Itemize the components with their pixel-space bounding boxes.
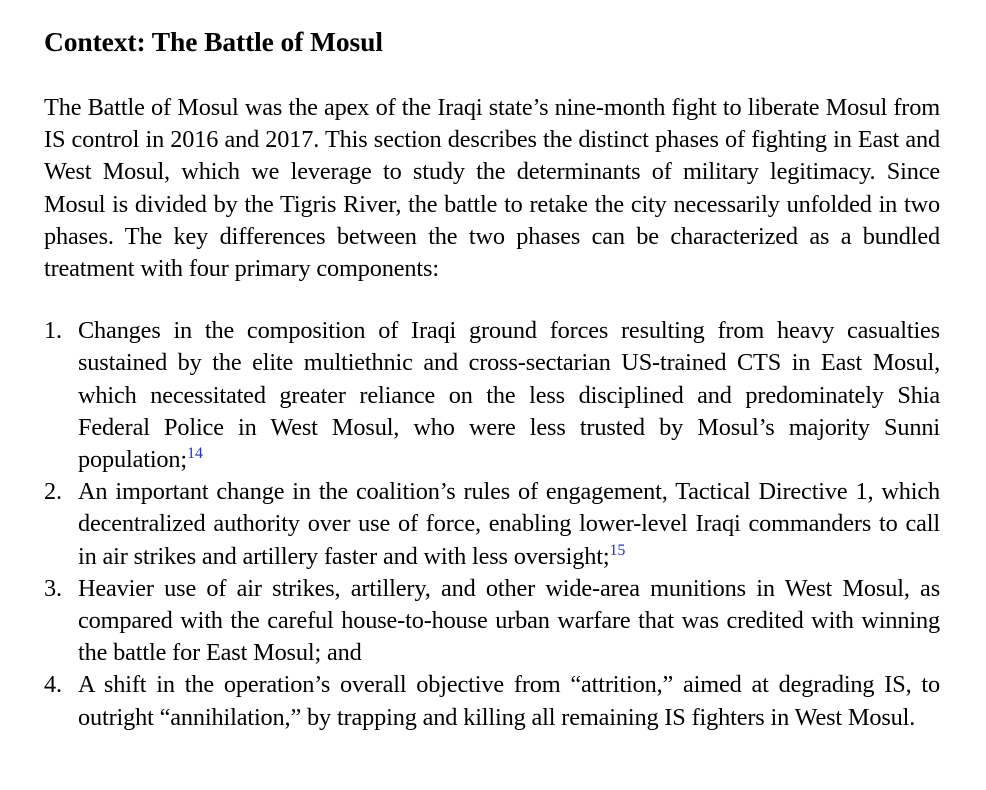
list-item xyxy=(44,476,940,573)
list-item-number: 4. xyxy=(44,671,62,699)
list-item xyxy=(44,669,940,733)
list-item-number: 3. xyxy=(44,574,62,602)
components-list xyxy=(44,315,940,734)
list-item xyxy=(44,573,940,670)
footnote-link-15[interactable]: 15 xyxy=(609,541,626,559)
list-item-text: Heavier use of air strikes, artillery, and other wide-area munitions in West Mosul, as compared with the careful house-to-house urban warfare that was credited with winning the battle for East Mosul; and xyxy=(78,574,940,667)
intro-paragraph: The Battle of Mosul was the apex of the Iraqi state’s nine-month fight to liberate Mosul from IS control in 2016 and 2017. This section describes the distinct phases of fighting in East and West Mosul, which we leverage to study the determinants of military legitimacy. Since Mosul is divided by the Tigris River, the battle to retake the city necessarily unfolded in two phases. The key differences between the two phases can be characterized as a bundled treatment with four primary components: xyxy=(44,94,940,283)
list-item-number: 1. xyxy=(44,317,62,345)
list-item-number: 2. xyxy=(44,478,62,506)
list-item-text: Changes in the composition of Iraqi ground forces resulting from heavy casualties sustained by the elite multiethnic and cross-sectarian US-trained CTS in East Mosul, which necessitated greater reliance on the less disciplined and predominately Shia Federal Police in West Mosul, who were less trusted by Mosul’s majority Sunni population; xyxy=(78,317,940,474)
section-title: Context: The Battle of Mosul xyxy=(44,26,383,57)
list-item-text: A shift in the operation’s overall objective from “attrition,” aimed at degrading IS, to outright “annihilation,” by trapping and killing all remaining IS fighters in West Mosul. xyxy=(78,671,940,731)
list-item xyxy=(44,315,940,476)
list-item-text: An important change in the coalition’s rules of engagement, Tactical Directive 1, which decentralized authority over use of force, enabling lower-level Iraqi commanders to call in air strikes and artillery faster and with less oversight; xyxy=(78,478,940,570)
footnote-link-14[interactable]: 14 xyxy=(187,445,203,463)
